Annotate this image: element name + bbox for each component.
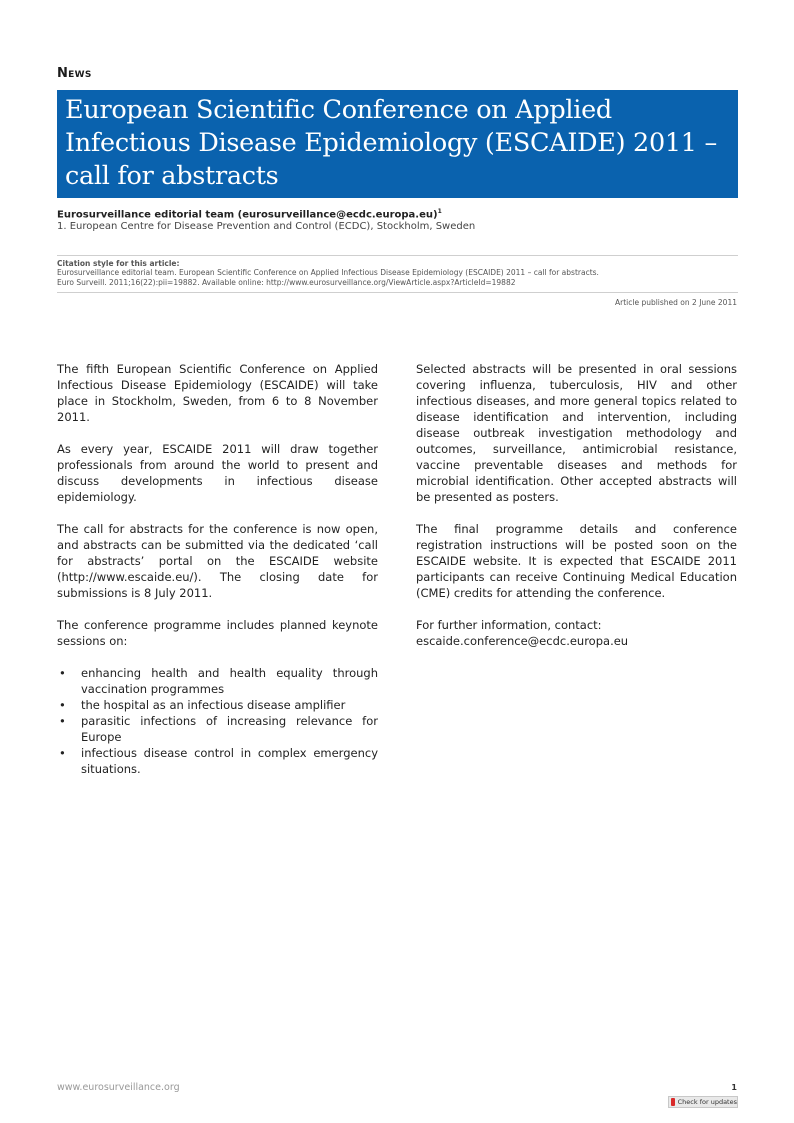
paragraph: The conference programme includes planned keynote sessions on: xyxy=(57,618,378,648)
body-column-right xyxy=(416,361,737,665)
author-sup: 1 xyxy=(437,208,442,215)
list-item: • infectious disease control in complex emergency situations. xyxy=(57,745,378,777)
body-column-left xyxy=(57,361,378,777)
paragraph: Selected abstracts will be presented in oral sessions covering influenza, tuberculosis, HIV and other infectious diseases, and more general topics related to disease identification and intervention, including disease outbreak investigation methodology and outcomes, surveillance, antimicrobial resistance, vaccine preventable diseases and methods for microbial identification. Other accepted abstracts will be presented as posters. xyxy=(416,362,737,504)
paragraph: As every year, ESCAIDE 2011 will draw together professionals from around the world to present and discuss developments in infectious disease epidemiology. xyxy=(57,442,378,504)
list-item: • the hospital as an infectious disease amplifier xyxy=(57,697,378,713)
article-title: European Scientific Conference on Applied Infectious Disease Epidemiology (ESCAIDE) 2011 – call for abstracts xyxy=(65,95,717,191)
title-banner xyxy=(57,90,738,198)
contact-label: For further information, contact: xyxy=(416,618,602,632)
footer-url[interactable]: www.eurosurveillance.org xyxy=(57,1082,180,1093)
paragraph: The call for abstracts for the conference is now open, and abstracts can be submitted via the dedicated ‘call for abstracts’ portal on the ESCAIDE website (http://www.escaide.eu/). The closing date for submissions is 8 July 2011. xyxy=(57,522,378,600)
crossmark-icon xyxy=(671,1098,675,1106)
badge-label: Check for updates xyxy=(677,1098,737,1106)
contact-email[interactable]: escaide.conference@ecdc.europa.eu xyxy=(416,634,629,648)
paragraph: The final programme details and conference registration instructions will be posted soon on the ESCAIDE website. It is expected that ESCAIDE 2011 participants can receive Continuing Medical Education (CME) credits for attending the conference. xyxy=(416,522,737,600)
citation-line-1: Eurosurveillance editorial team. European Scientific Conference on Applied Infectious Disease Epidemiology (ESCAIDE) 2011 – call for abstracts. xyxy=(57,268,599,277)
section-label: News xyxy=(57,66,92,81)
affiliation: 1. European Centre for Disease Prevention and Control (ECDC), Stockholm, Sweden xyxy=(57,221,476,232)
paragraph: The fifth European Scientific Conference on Applied Infectious Disease Epidemiology (ESCAIDE) will take place in Stockholm, Sweden, from 6 to 8 November 2011. xyxy=(57,362,378,424)
check-for-updates-button[interactable] xyxy=(668,1096,738,1108)
published-date: Article published on 2 June 2011 xyxy=(615,298,737,307)
author-line xyxy=(57,208,442,220)
citation-heading: Citation style for this article: xyxy=(57,259,180,268)
contact-paragraph xyxy=(416,617,737,649)
list-item: • enhancing health and health equality through vaccination programmes xyxy=(57,665,378,697)
page-number: 1 xyxy=(731,1083,737,1092)
list-item: • parasitic infections of increasing relevance for Europe xyxy=(57,713,378,745)
divider-top xyxy=(57,255,738,256)
divider-bottom xyxy=(57,292,738,293)
citation-line-2[interactable]: Euro Surveill. 2011;16(22):pii=19882. Available online: http://www.eurosurveillance.org/ViewArticle.aspx?ArticleId=19882 xyxy=(57,278,516,287)
keynote-list xyxy=(57,665,378,777)
author-name[interactable]: Eurosurveillance editorial team (eurosurveillance@ecdc.europa.eu) xyxy=(57,209,438,221)
